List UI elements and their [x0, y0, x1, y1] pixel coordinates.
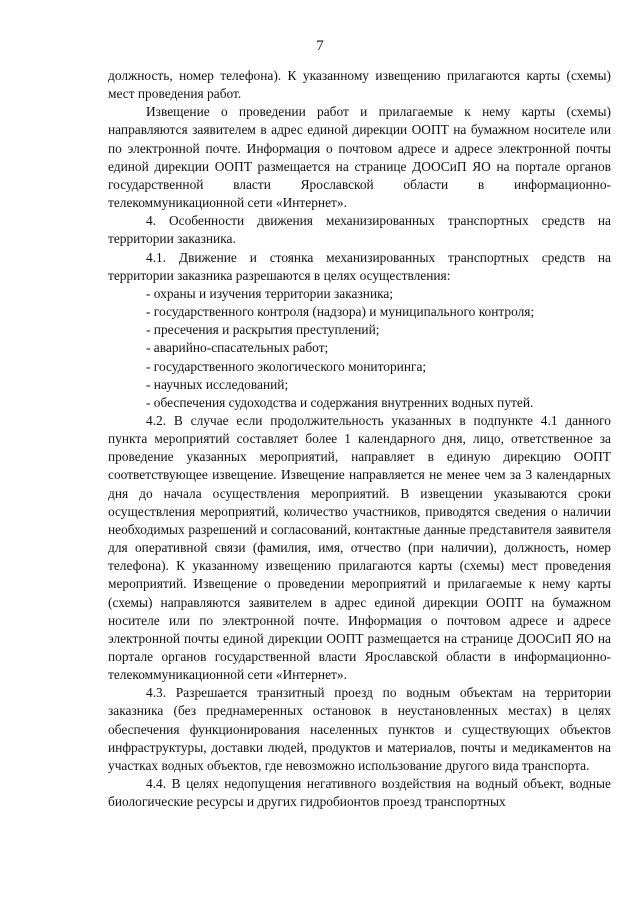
list-item: - государственного контроля (надзора) и муниципального контроля; [146, 304, 535, 320]
list-item: - охраны и изучения территории заказника; [146, 285, 394, 301]
list-item: - государственного экологического мониторинга; [146, 358, 427, 374]
document-body [108, 67, 611, 811]
paragraph-notice-submission: Извещение о проведении работ и прилагаемые к нему карты (схемы) направляются заявителем в адрес единой дирекции ООПТ на бумажном носителе или по электронной почте. Информация о почтовом адресе и адресе электронной почты единой дирекции ООПТ размещается на странице ДООСиП ЯО на портале органов государственной власти Ярославской области в информационно-телекоммуникационной сети «Интернет». [108, 104, 611, 211]
clause-4-2: 4.2. В случае если продолжительность указанных в подпункте 4.1 данного пункта мероприятий составляет более 1 календарного дня, лицо, ответственное за проведение указанных мероприятий, направляет в единую дирекцию ООПТ соответствующее извещение. Извещение направляется не менее чем за 3 календарных дня до начала осуществления мероприятий. В извещении указываются сроки осуществления мероприятий, количество участников, приводятся сведения о наличии необходимых разрешений и согласований, контактные данные представителя заявителя для оперативной связи (фамилия, имя, отчество (при наличии), должность, номер телефона). К указанному извещению прилагаются карты (схемы) мест проведения мероприятий. Извещение о проведении мероприятий и прилагаемые к нему карты (схемы) направляются заявителем в адрес единой дирекции ООПТ на бумажном носителе или по электронной почте. Информация о почтовом адресе и адресе электронной почты единой дирекции ООПТ размещается на странице ДООСиП ЯО на портале органов государственной власти Ярославской области в информационно-телекоммуникационной сети «Интернет». [108, 412, 611, 683]
page-number: 7 [316, 38, 324, 54]
clause-4-3: 4.3. Разрешается транзитный проезд по водным объектам на территории заказника (без преднамеренных остановок в неустановленных местах) в целях обеспечения функционирования населенных пунктов и существующих объектов инфраструктуры, доставки людей, продуктов и материалов, почты и медикаментов на участках водных объектов, где невозможно использование другого вида транспорта. [108, 685, 611, 773]
paragraph-continuation: должность, номер телефона). К указанному извещению прилагаются карты (схемы) мест проведения работ. [108, 68, 611, 102]
clause-4-4: 4.4. В целях недопущения негативного воздействия на водный объект, водные биологические ресурсы и других гидробионтов проезд транспортных [108, 776, 611, 810]
list-item: - пресечения и раскрытия преступлений; [146, 322, 380, 338]
list-item: - обеспечения судоходства и содержания внутренних водных путей. [146, 394, 534, 410]
section-4-heading: 4. Особенности движения механизированных транспортных средств на территории заказника. [108, 213, 611, 247]
clause-4-1: 4.1. Движение и стоянка механизированных транспортных средств на территории заказника разрешаются в целях осуществления: [108, 249, 611, 283]
list-item: - аварийно-спасательных работ; [146, 340, 329, 356]
list-item: - научных исследований; [146, 376, 289, 392]
